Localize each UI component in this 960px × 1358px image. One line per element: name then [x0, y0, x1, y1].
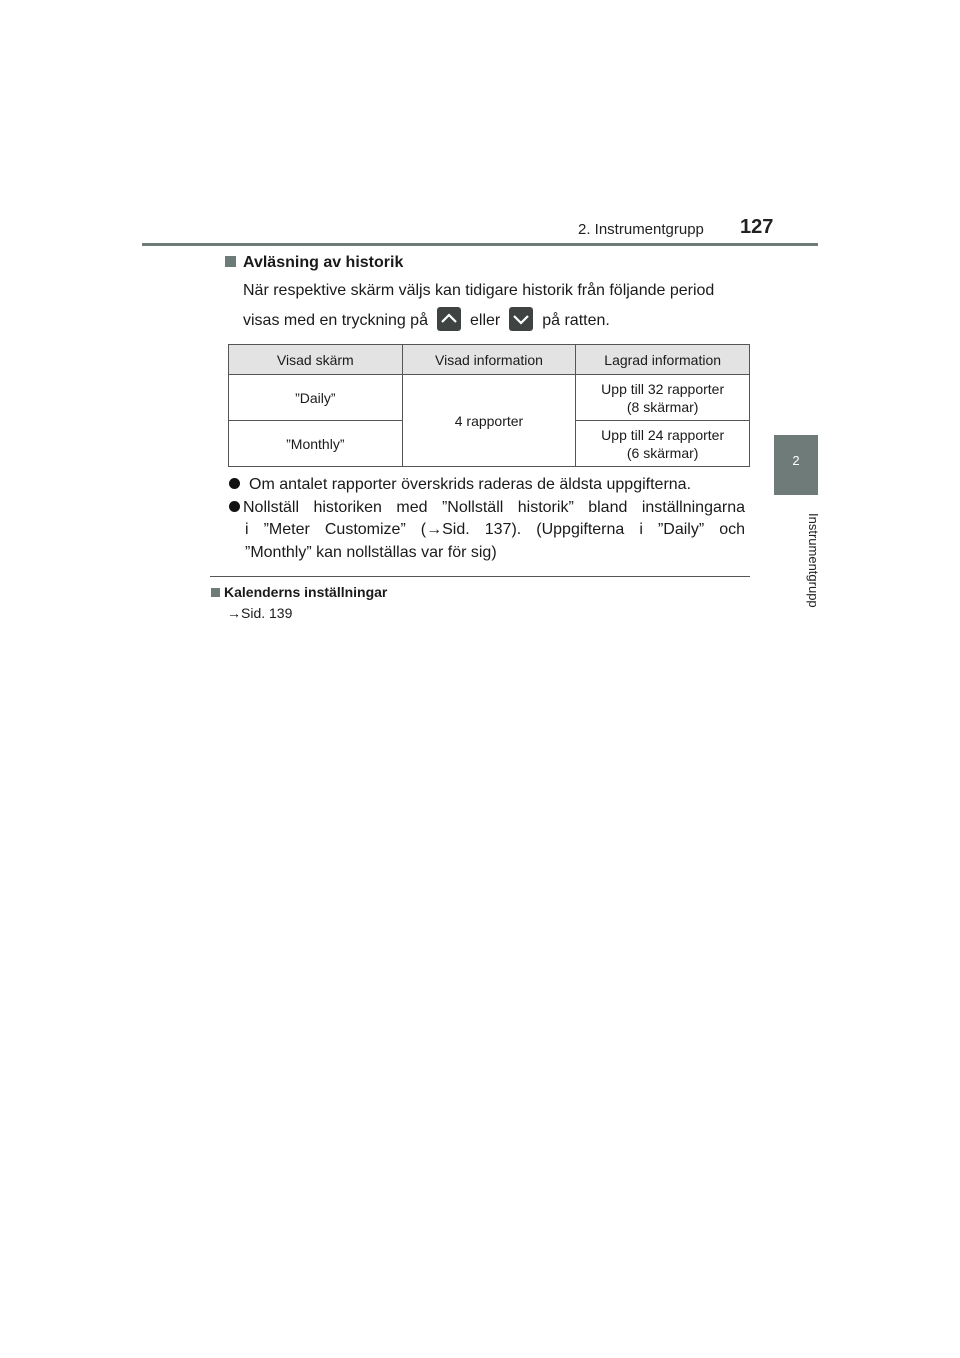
table-row — [229, 375, 750, 421]
bullet-dot-icon — [229, 478, 240, 489]
page-number: 127 — [740, 216, 774, 238]
chapter-tab-label-text: Instrumentgrupp — [806, 512, 821, 608]
section-heading-history — [225, 254, 403, 272]
stored-line-2: (8 skärmar) — [626, 398, 699, 415]
table-cell-info: 4 rapporter — [402, 375, 576, 467]
paragraph-text-c: på ratten. — [542, 312, 610, 329]
section-heading-text: Avläsning av historik — [243, 254, 404, 271]
paragraph-text-b: eller — [469, 312, 501, 329]
paragraph-line-1: När respektive skärm väljs kan tidigare historik från följande period — [243, 282, 715, 299]
section-heading-text: Kalenderns inställningar — [224, 584, 388, 600]
bullet-text-line-2: i ”Meter Customize” (→Sid. 137). (Uppgifterna i ”Daily” och — [245, 521, 745, 538]
stored-line-1: Upp till 32 rapporter — [601, 380, 725, 397]
table-header-cell: Lagrad information — [576, 345, 750, 375]
stored-line-1: Upp till 24 rapporter — [601, 426, 725, 443]
chapter-tab-number: 2 — [792, 453, 800, 468]
table-cell-screen: ”Monthly” — [229, 421, 403, 467]
history-table — [228, 344, 750, 467]
bullet-text-line-1: Nollställ historiken med ”Nollställ historik” bland inställningarna — [243, 499, 745, 516]
table-header-cell: Visad skärm — [229, 345, 403, 375]
bullet-text: Om antalet rapporter överskrids raderas de äldsta uppgifterna. — [249, 476, 692, 493]
square-bullet-icon — [225, 256, 236, 267]
bullet-item — [229, 496, 749, 520]
chevron-up-icon — [437, 307, 461, 331]
stored-line-2: (6 skärmar) — [626, 444, 699, 461]
chevron-down-icon — [509, 307, 533, 331]
table-header-cell: Visad information — [402, 345, 576, 375]
paragraph-text-a: visas med en tryckning på — [243, 312, 428, 329]
table-cell-screen: ”Daily” — [229, 375, 403, 421]
page-reference-link[interactable]: →Sid. 139 — [227, 605, 293, 621]
square-bullet-icon — [211, 588, 220, 597]
bullet-dot-icon — [229, 501, 240, 512]
chapter-tab-label — [771, 500, 821, 620]
bullet-item — [229, 473, 749, 497]
table-cell-stored — [576, 421, 750, 467]
header-rule — [142, 243, 818, 246]
bullet-text-line-3: ”Monthly” kan nollställas var för sig) — [245, 544, 497, 561]
table-header-row — [229, 345, 750, 375]
table-cell-stored — [576, 375, 750, 421]
section-heading-calendar — [211, 584, 387, 600]
chapter-tab — [774, 435, 818, 495]
chapter-title: 2. Instrumentgrupp — [578, 221, 704, 238]
section-divider — [210, 576, 750, 577]
paragraph-line-2 — [243, 306, 763, 336]
